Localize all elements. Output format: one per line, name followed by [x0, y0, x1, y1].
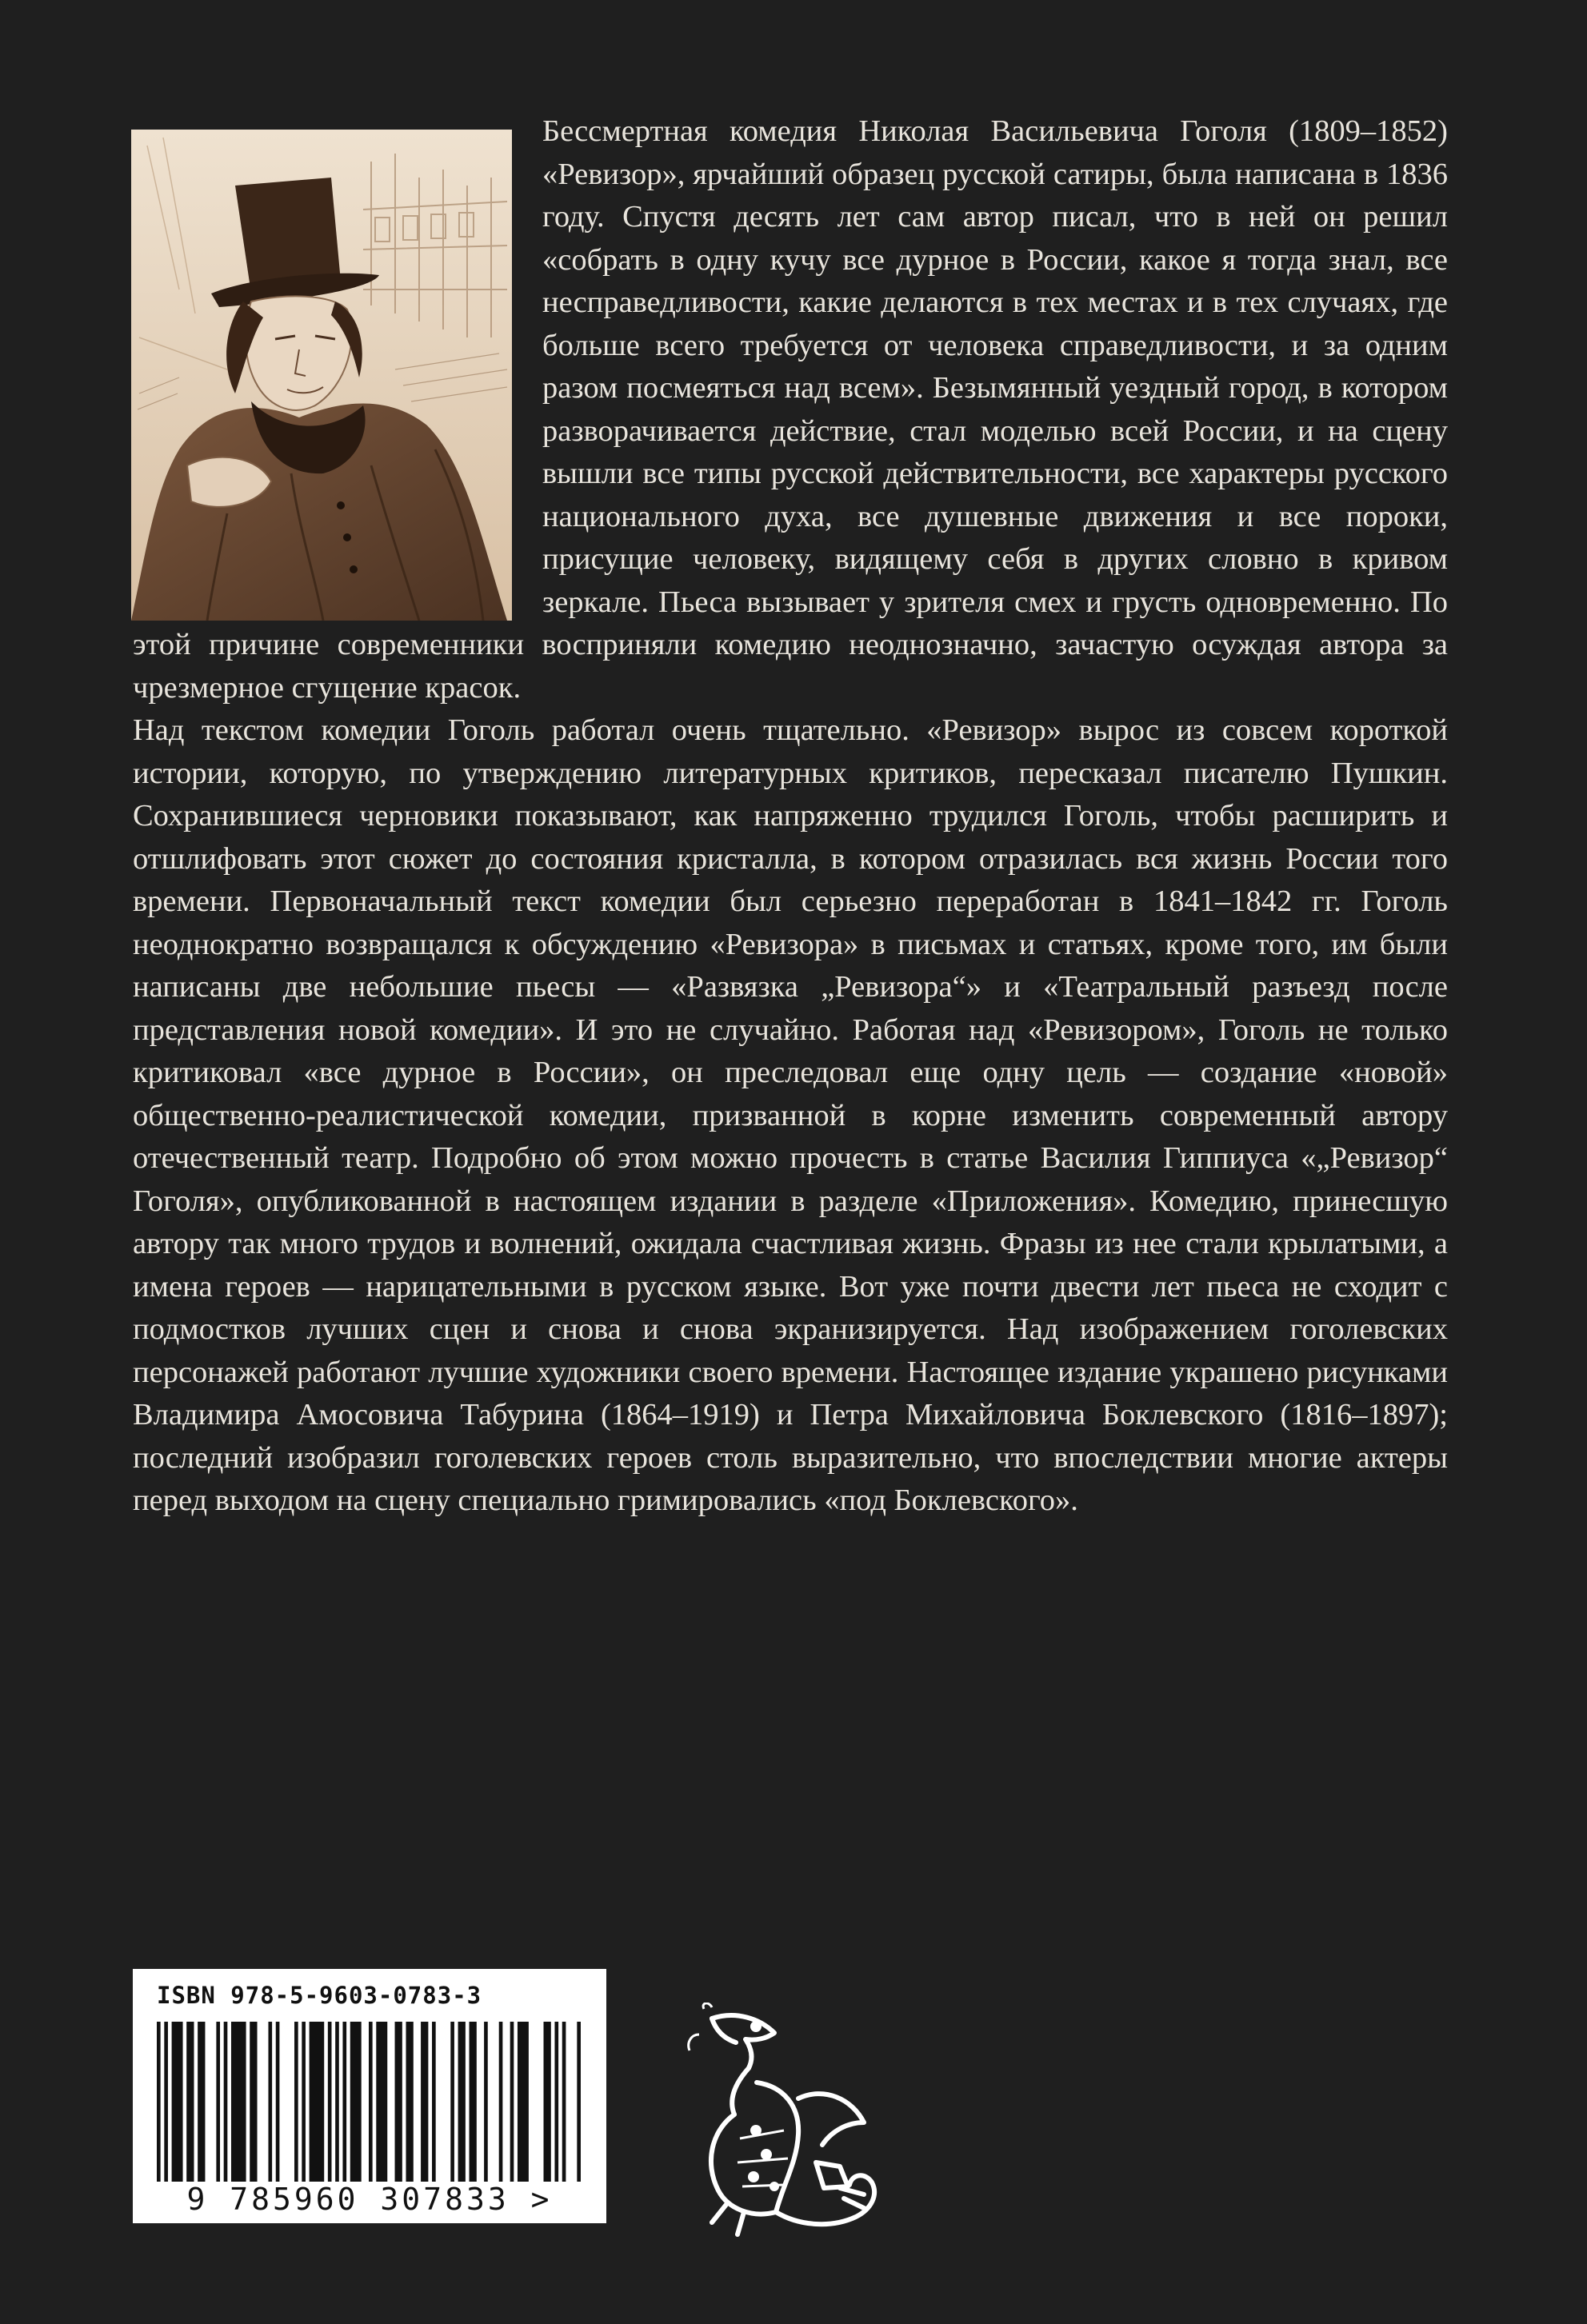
paragraph-history: Над текстом комедии Гоголь работал очень тщательно. «Ревизор» вырос из совсем короткой истории, которую, по утверждению литературных критиков, пересказал писателю Пушкин. Сохранившиеся черновики показывают, как напряженно трудился Гоголь, чтобы расширить и отшлифовать этот сюжет до состояния кристалла, в котором отразилась вся жизнь России того времени. Первоначальный текст комедии был серьезно переработан в 1841–1842 гг. Гоголь неоднократно возвращался к обсуждению «Ревизора» в письмах и статьях, кроме того, им были написаны две небольшие пьесы — «Развязка „Ревизора“» и «Театральный разъезд после представления новой комедии». И это не случайно. Работая над «Ревизором», Гоголь не только критиковал «все дурное в России», он преследовал еще одну цель — создание «новой» общественно-реалистической комедии, призванной в корне изменить современный автору отечественный театр. Подробно об этом можно прочесть в статье Василия Гиппиуса «„Ревизор“ Гоголя», опубликованной в настоящем издании в разделе «Приложения». Комедию, принесшую автору так много трудов и волнений, ожидала счастливая жизнь. Фразы из нее стали крылатыми, а имена героев — нарицательными в русском языке. Вот уже почти двести лет пьеса не сходит с подмостков лучших сцен и снова и снова экранизируется. Над изображением гоголевских персонажей работают лучшие художники своего времени. Настоящее издание украшено рисунками Владимира Амосовича Табурина (1864–1919) и Петра Михайловича Боклевского (1816–1897); последний изобразил гоголевских героев столь выразительно, что впоследствии многие актеры перед выходом на сцену специально гримировались «под Боклевского».: [133, 713, 1448, 1517]
barcode-bar: [421, 2022, 428, 2182]
barcode-bar: [172, 2022, 183, 2182]
barcode-bar: [554, 2022, 558, 2182]
barcode-bar: [335, 2022, 339, 2182]
barcode-bar: [310, 2022, 325, 2182]
barcode-bar: [518, 2022, 529, 2182]
barcode-bar: [294, 2022, 298, 2182]
barcode-bar: [432, 2022, 436, 2182]
barcode-bar: [276, 2022, 280, 2182]
barcode-bar: [376, 2022, 387, 2182]
isbn-barcode: [133, 1969, 606, 2223]
barcode-bar: [157, 2022, 161, 2182]
barcode-bar: [450, 2022, 454, 2182]
barcode-bars: [157, 2022, 581, 2182]
description-text-block: [133, 110, 1448, 1523]
barcode-bar: [369, 2022, 373, 2182]
barcode-bar: [458, 2022, 466, 2182]
ean-digits: 9 785960 307833 >: [186, 2182, 553, 2217]
barcode-bar: [250, 2022, 257, 2182]
paragraph-intro: Бессмертная комедия Николая Васильевича Гоголя (1809–1852) «Ревизор», ярчайший образец русской сатиры, была написана в 1836 году. Спустя десять лет сам автор писал, что в ней он решил «собрать в одну кучу все дурное в России, какое я тогда знал, все несправедливости, какие делаются в тех местах и в тех случаях, где больше всего требуется от человека справедливости, и за одним разом посмеяться над всем». Безымянный уездный город, в котором разворачивается действие, стал моделью всей России, и на сцену вышли все типы русской действительности, все характеры русского национального духа, все душевные движения и все пороки, присущие человеку, видящему себя в других словно в кривом зеркале. Пьеса вызывает у зрителя смех и грусть одновременно. По этой причине современники восприняли комедию неоднозначно, зачастую осуждая автора за чрезмерное сгущение красок.: [133, 114, 1448, 705]
barcode-bar: [342, 2022, 346, 2182]
barcode-bar: [224, 2022, 228, 2182]
barcode-bar: [484, 2022, 488, 2182]
publisher-logo: [680, 2003, 896, 2241]
barcode-bar: [328, 2022, 332, 2182]
barcode-bar: [231, 2022, 246, 2182]
barcode-bar: [406, 2022, 413, 2182]
barcode-bar: [302, 2022, 306, 2182]
dragon-emblem-icon: [680, 2003, 896, 2241]
isbn-label: ISBN 978-5-9603-0783-3: [157, 1982, 482, 2009]
barcode-bar: [164, 2022, 168, 2182]
barcode-bar: [577, 2022, 581, 2182]
barcode-bar: [544, 2022, 551, 2182]
barcode-bar: [510, 2022, 514, 2182]
barcode-bar: [186, 2022, 194, 2182]
barcode-bar: [216, 2022, 220, 2182]
barcode-bar: [395, 2022, 402, 2182]
illustration-spacer: [133, 110, 517, 624]
barcode-bar: [198, 2022, 205, 2182]
barcode-bar: [499, 2022, 503, 2182]
barcode-bar: [350, 2022, 362, 2182]
barcode-bar: [268, 2022, 272, 2182]
barcode-bar: [562, 2022, 566, 2182]
barcode-bar: [470, 2022, 477, 2182]
